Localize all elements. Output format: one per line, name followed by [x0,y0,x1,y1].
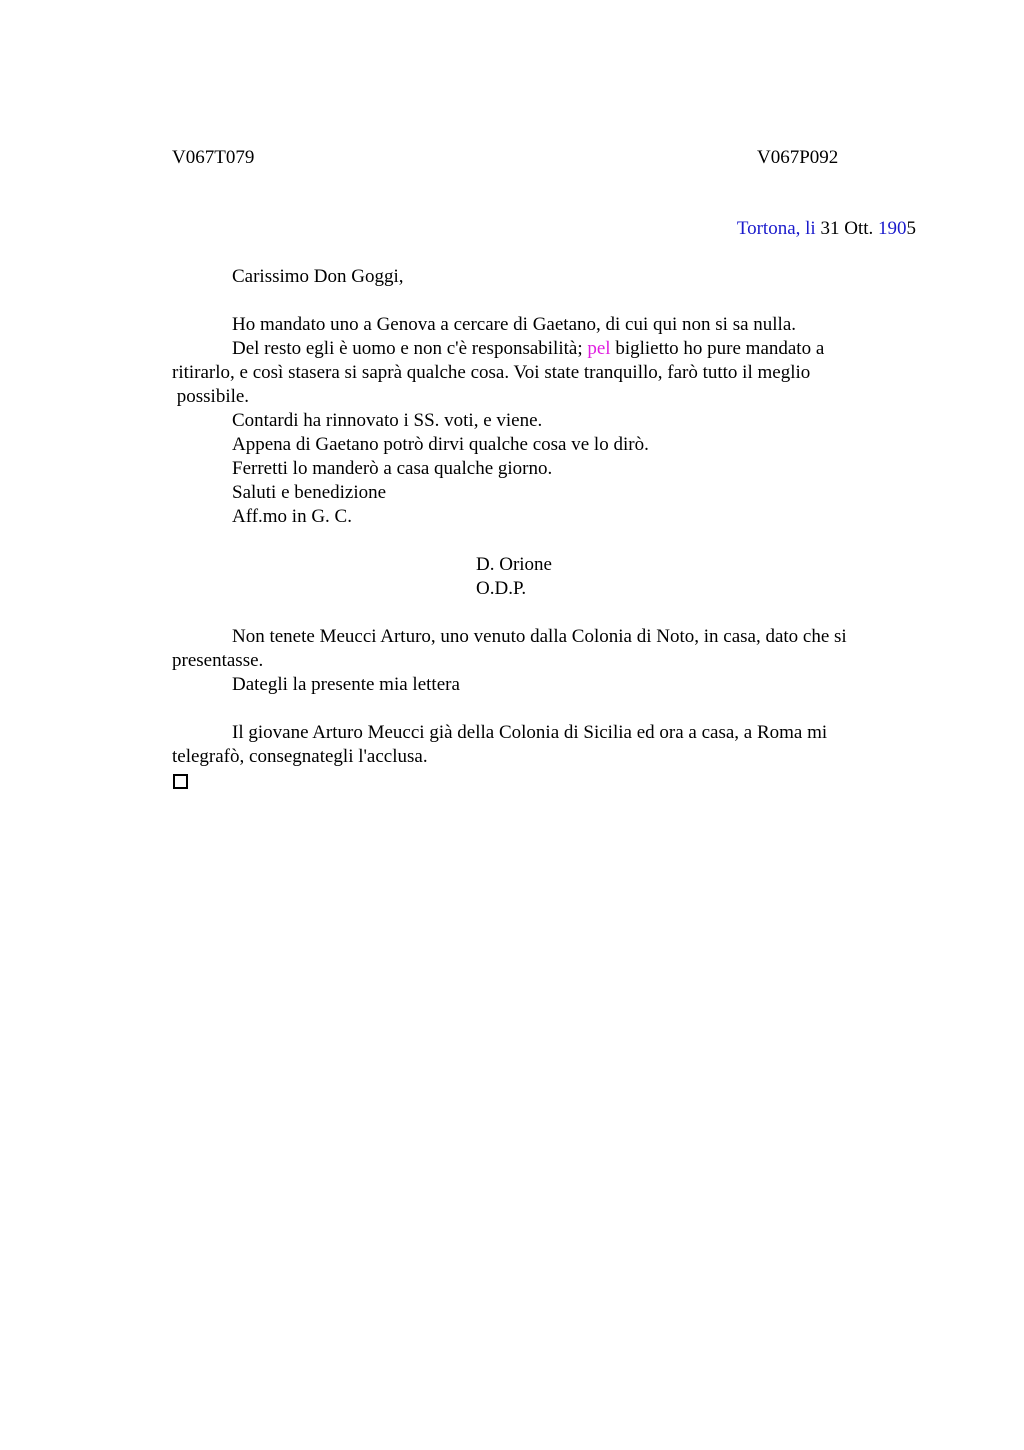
signature-name: D. Orione [476,554,552,575]
archive-code-left: V067T079 [172,147,255,168]
dateline [737,217,916,241]
dateline-year-prefix: 190 [878,218,907,239]
postscript-3-line-2: telegrafò, consegnategli l'acclusa. [172,746,428,767]
postscript-2: Dategli la presente mia lettera [232,674,460,695]
paragraph-2-line-2: ritirarlo, e così stasera si saprà qualche cosa. Voi state tranquillo, farò tutto il meglio [172,362,811,383]
archive-code-right: V067P092 [757,147,839,168]
paragraph-2-line-3: possibile. [172,386,250,407]
postscript-1-line-2: presentasse. [172,650,264,671]
letter-body [172,265,912,789]
square-outline-icon [173,774,188,789]
paragraph-2-before: Del resto egli è uomo e non c'è responsabilità; [232,338,588,359]
paragraph-2-highlight: pel [587,338,611,359]
salutation: Carissimo Don Goggi, [232,266,404,287]
paragraph-5: Ferretti lo manderò a casa qualche giorno. [232,458,553,479]
postscript-1-line-1: Non tenete Meucci Arturo, uno venuto dalla Colonia di Noto, in casa, dato che si [232,626,847,647]
dateline-day-month: 31 Ott. [815,218,878,239]
closing: Aff.mo in G. C. [232,506,352,527]
paragraph-4: Appena di Gaetano potrò dirvi qualche cosa ve lo dirò. [232,434,649,455]
paragraph-3: Contardi ha rinnovato i SS. voti, e viene. [232,410,543,431]
paragraph-2-line-1 [172,337,912,361]
signature-order: O.D.P. [476,578,527,599]
dateline-year-suffix: 5 [906,218,916,239]
paragraph-6: Saluti e benedizione [232,482,387,503]
paragraph-2-after: biglietto ho pure mandato a [610,338,825,359]
dateline-place: Tortona, li [736,218,816,239]
postscript-3-line-1: Il giovane Arturo Meucci già della Colonia di Sicilia ed ora a casa, a Roma mi [232,722,828,743]
paragraph-1: Ho mandato uno a Genova a cercare di Gaetano, di cui qui non si sa nulla. [232,314,797,335]
